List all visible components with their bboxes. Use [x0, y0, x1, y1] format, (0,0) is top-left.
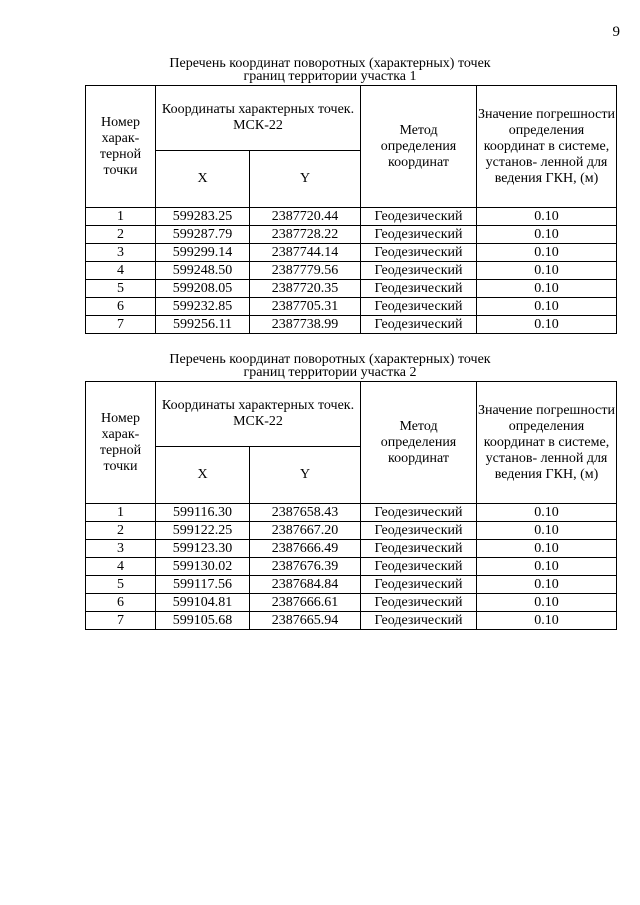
table2-title-line2: границ территории участка 2 — [243, 365, 417, 380]
method-cell: Геодезический — [361, 208, 477, 226]
point-number-cell: 6 — [86, 594, 156, 612]
method-cell: Геодезический — [361, 558, 477, 576]
x-cell: 599104.81 — [156, 594, 250, 612]
page-number: 9 — [612, 24, 620, 40]
header-y: Y — [250, 151, 361, 208]
point-number-cell: 1 — [86, 208, 156, 226]
header-method: Метод определения координат — [361, 382, 477, 504]
method-cell: Геодезический — [361, 262, 477, 280]
point-number-cell: 6 — [86, 298, 156, 316]
point-number-cell: 2 — [86, 522, 156, 540]
header-coordinates: Координаты характерных точек. МСК-22 — [156, 382, 361, 447]
method-cell: Геодезический — [361, 612, 477, 630]
point-number-cell: 5 — [86, 576, 156, 594]
y-cell: 2387738.99 — [250, 316, 361, 334]
table-row — [86, 558, 617, 576]
x-cell: 599117.56 — [156, 576, 250, 594]
header-point-no: Номер харак- терной точки — [86, 86, 156, 208]
y-cell: 2387705.31 — [250, 298, 361, 316]
accuracy-cell: 0.10 — [477, 540, 617, 558]
method-cell: Геодезический — [361, 316, 477, 334]
point-number-cell: 2 — [86, 226, 156, 244]
x-cell: 599116.30 — [156, 504, 250, 522]
accuracy-cell: 0.10 — [477, 226, 617, 244]
table-row — [86, 316, 617, 334]
accuracy-cell: 0.10 — [477, 558, 617, 576]
y-cell: 2387684.84 — [250, 576, 361, 594]
table-row — [86, 540, 617, 558]
accuracy-cell: 0.10 — [477, 244, 617, 262]
y-cell: 2387744.14 — [250, 244, 361, 262]
x-cell: 599105.68 — [156, 612, 250, 630]
table-row — [86, 226, 617, 244]
y-cell: 2387665.94 — [250, 612, 361, 630]
table-row — [86, 522, 617, 540]
method-cell: Геодезический — [361, 540, 477, 558]
header-x: X — [156, 447, 250, 504]
point-number-cell: 4 — [86, 558, 156, 576]
x-cell: 599208.05 — [156, 280, 250, 298]
y-cell: 2387720.44 — [250, 208, 361, 226]
accuracy-cell: 0.10 — [477, 280, 617, 298]
method-cell: Геодезический — [361, 594, 477, 612]
x-cell: 599256.11 — [156, 316, 250, 334]
table-row — [86, 280, 617, 298]
accuracy-cell: 0.10 — [477, 262, 617, 280]
table1-caption — [80, 57, 580, 83]
method-cell: Геодезический — [361, 226, 477, 244]
table-row — [86, 594, 617, 612]
header-accuracy: Значение погрешности определения координат в системе, установ- ленной для ведения ГКН, (м) — [477, 86, 617, 208]
header-coordinates: Координаты характерных точек. МСК-22 — [156, 86, 361, 151]
method-cell: Геодезический — [361, 522, 477, 540]
accuracy-cell: 0.10 — [477, 504, 617, 522]
point-number-cell: 7 — [86, 612, 156, 630]
y-cell: 2387779.56 — [250, 262, 361, 280]
x-cell: 599232.85 — [156, 298, 250, 316]
table-row — [86, 504, 617, 522]
table2-title-line1: Перечень координат поворотных (характерных) точек — [169, 352, 491, 367]
table-row — [86, 244, 617, 262]
header-x: X — [156, 151, 250, 208]
header-point-no: Номер харак- терной точки — [86, 382, 156, 504]
x-cell: 599283.25 — [156, 208, 250, 226]
y-cell: 2387666.61 — [250, 594, 361, 612]
header-accuracy: Значение погрешности определения координат в системе, установ- ленной для ведения ГКН, (м) — [477, 382, 617, 504]
y-cell: 2387667.20 — [250, 522, 361, 540]
x-cell: 599123.30 — [156, 540, 250, 558]
point-number-cell: 1 — [86, 504, 156, 522]
accuracy-cell: 0.10 — [477, 298, 617, 316]
y-cell: 2387666.49 — [250, 540, 361, 558]
table-row — [86, 576, 617, 594]
table1-title-line1: Перечень координат поворотных (характерных) точек — [169, 56, 491, 71]
x-cell: 599122.25 — [156, 522, 250, 540]
accuracy-cell: 0.10 — [477, 208, 617, 226]
x-cell: 599248.50 — [156, 262, 250, 280]
method-cell: Геодезический — [361, 244, 477, 262]
y-cell: 2387658.43 — [250, 504, 361, 522]
header-method: Метод определения координат — [361, 86, 477, 208]
accuracy-cell: 0.10 — [477, 612, 617, 630]
method-cell: Геодезический — [361, 576, 477, 594]
y-cell: 2387728.22 — [250, 226, 361, 244]
point-number-cell: 4 — [86, 262, 156, 280]
x-cell: 599130.02 — [156, 558, 250, 576]
accuracy-cell: 0.10 — [477, 576, 617, 594]
point-number-cell: 5 — [86, 280, 156, 298]
table2-caption — [80, 353, 580, 379]
table1-title-line2: границ территории участка 1 — [243, 69, 417, 84]
accuracy-cell: 0.10 — [477, 316, 617, 334]
header-y: Y — [250, 447, 361, 504]
accuracy-cell: 0.10 — [477, 522, 617, 540]
table-row — [86, 298, 617, 316]
point-number-cell: 7 — [86, 316, 156, 334]
point-number-cell: 3 — [86, 244, 156, 262]
x-cell: 599299.14 — [156, 244, 250, 262]
accuracy-cell: 0.10 — [477, 594, 617, 612]
method-cell: Геодезический — [361, 280, 477, 298]
coordinates-table-1 — [85, 85, 617, 334]
table-row — [86, 208, 617, 226]
y-cell: 2387676.39 — [250, 558, 361, 576]
method-cell: Геодезический — [361, 504, 477, 522]
table-row — [86, 262, 617, 280]
table-row — [86, 612, 617, 630]
point-number-cell: 3 — [86, 540, 156, 558]
x-cell: 599287.79 — [156, 226, 250, 244]
coordinates-table-2 — [85, 381, 617, 630]
method-cell: Геодезический — [361, 298, 477, 316]
y-cell: 2387720.35 — [250, 280, 361, 298]
